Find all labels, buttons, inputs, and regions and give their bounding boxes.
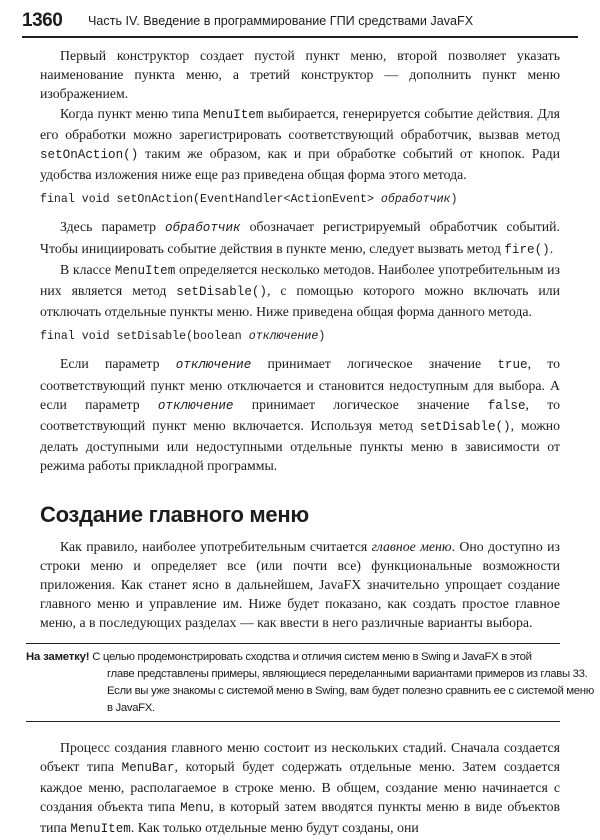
inline-param: обработчик — [165, 221, 241, 236]
code-setdisable: final void setDisable(boolean отключение) — [40, 330, 326, 344]
page-body — [26, 46, 594, 840]
code-setonaction: final void setOnAction(EventHandler<ActionEvent> обработчик) — [40, 193, 458, 207]
paragraph-menu-creation: Процесс создания главного меню состоит из нескольких стадий. Сначала создается объект типа MenuBar, который будет содержать отдельные меню. Затем создается каждое меню, располагаемое в строке меню. В общем, создание меню начинается с создания объекта типа Menu, в который затем вводятся пункты меню в виде объектов типа MenuItem. Как только отдельные меню будут созданы, они — [40, 739, 560, 837]
note-box — [26, 643, 594, 722]
page-number: 1360 — [22, 10, 63, 31]
paragraph-constructors: Первый конструктор создает пустой пункт меню, второй позволяет указать наименование пункта меню, а третий конструктор — дополнить пункт меню изображением. — [40, 48, 560, 102]
inline-code: MenuBar — [121, 760, 175, 775]
inline-code: MenuItem — [202, 107, 264, 122]
paragraph-main-menu: Как правило, наиболее употребительным считается главное меню. Оно доступно из строки меню и определяет все (или почти все) функциональные возможности приложения. Как станет ясно в дальнейшем, JavaFX значительно упрощает создание главного меню и управление им. Ниже будет показано, как создать простое главное меню, а в последующих разделах — как ввести в него различные варианты выбора. — [40, 538, 561, 631]
paragraph-handler: Здесь параметр обработчик обозначает регистрируемый обработчик событий. Чтобы инициировать событие действия в пункте меню, следует вызвать метод fire(). — [40, 219, 560, 257]
note-line: в JavaFX. — [107, 701, 155, 714]
note-line: С целью продемонстрировать сходства и отличия систем меню в Swing и JavaFX в этой — [89, 650, 532, 663]
paragraph-disable: Если параметр отключение принимает логическое значение true, то соответствующий пункт меню отключается и становится недоступным для выбора. А если параметр отключение принимает логическое значение false, то соответствующий пункт меню включается. Используя метод setDisable(), можно делать доступными или недоступными отдельные пункты меню в зависимости от режима работы прикладной программы. — [40, 356, 561, 474]
section-heading: Создание главного меню — [40, 501, 309, 527]
inline-code: setDisable() — [419, 420, 511, 435]
running-title: Часть IV. Введение в программирование ГПИ средствами JavaFX — [88, 14, 474, 28]
note-label: На заметку! — [26, 650, 90, 663]
inline-code: false — [487, 398, 526, 413]
inline-code: true — [497, 358, 528, 373]
inline-param: отключение — [175, 358, 252, 373]
note-line: Если вы уже знакомы с системой меню в Swing, вам будет полезно сравнить ее с системой меню — [107, 684, 594, 697]
inline-param: отключение — [157, 398, 234, 413]
term-main-menu: главное меню — [371, 538, 452, 554]
inline-code: setOnAction() — [40, 148, 139, 163]
inline-code: MenuItem — [114, 263, 176, 278]
paragraph-menuitem-action: Когда пункт меню типа MenuItem выбирается, генерируется событие действия. Для его обработки можно зарегистрировать соответствующий обработчик, вызвав метод setOnAction() таким же образом, как и при обработке событий от кнопок. Ради удобства изложения ниже еще раз приведена общая форма этого метода. — [40, 105, 560, 183]
inline-code: Menu — [180, 801, 211, 816]
inline-code: fire() — [504, 242, 550, 257]
note-line: главе представлены примеры, являющиеся переделанными вариантами примеров из главы 33. — [107, 667, 588, 680]
inline-code: setDisable() — [176, 285, 267, 300]
inline-code: MenuItem — [70, 822, 131, 837]
paragraph-methods: В классе MenuItem определяется несколько методов. Наиболее употребительным из них является метод setDisable(), с помощью которого можно включать или отключать отдельные пункты меню. Ниже приведена общая форма данного метода. — [40, 261, 560, 320]
page-header — [22, 10, 578, 38]
